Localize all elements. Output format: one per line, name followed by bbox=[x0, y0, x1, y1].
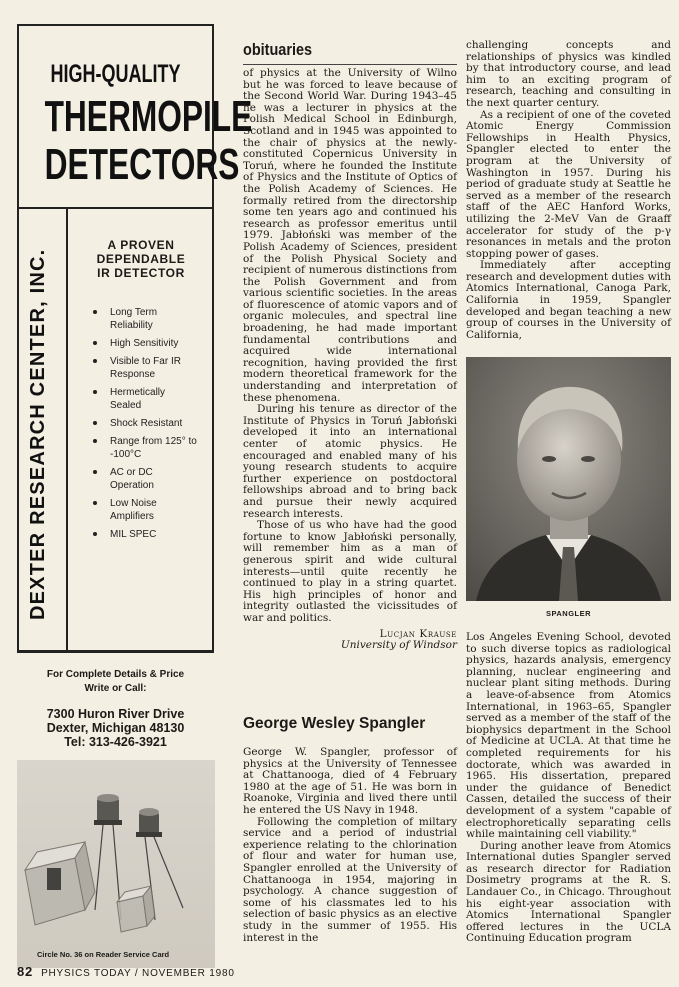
detector-cube-left bbox=[25, 842, 95, 925]
reader-service-note: Circle No. 36 on Reader Service Card bbox=[37, 950, 170, 959]
obituary-paragraph: As a recipient of one of the coveted Atomic Energy Commission Fellowships in Health Physics, Spangler elected to enter the program at the University of Washington in 1957. During his period of graduate study at Seattle he served as a member of the research staff of the AEC Hanford Works, utilizing the 2-MeV Van de Graaff accelerator for study of the p-γ resonances in metals and the proton stopping power of gases. bbox=[466, 108, 671, 260]
journal-issue: PHYSICS TODAY / NOVEMBER 1980 bbox=[41, 968, 235, 979]
detectors-illustration bbox=[17, 760, 215, 950]
author-name: Lucjan Krause bbox=[379, 627, 457, 640]
ad-feature-list bbox=[90, 306, 215, 546]
ad-vertical-brand: DEXTER RESEARCH CENTER, INC. bbox=[27, 248, 49, 620]
ad-address-line-2: Dexter, Michigan 48130 bbox=[46, 721, 185, 735]
spangler-obituary-column-3 bbox=[466, 632, 671, 945]
obituary-paragraph: Those of us who have had the good fortune to know Jabłoński personally, will remember him as a man of generous spirit and wide cultural interests—until quite recently he continued to play in a string quartet. His high principles of honor and integrity outlasted the vicissitudes of war and politics. bbox=[243, 519, 457, 624]
obituary-paragraph: George W. Spangler, professor of physics at the University of Tennessee at Chattanooga, died of 4 February 1980 at the age of 51. He was born in Roanoke, Virginia and lived there until he entered the US Navy in 1948. bbox=[243, 746, 457, 816]
obituary-paragraph: Immediately after accepting research and development duties with Atomics International, Canoga Park, California in 1959, Spangler developed and began teaching a new group of courses in the University of California, bbox=[466, 259, 671, 341]
ad-feature-item: MIL SPEC bbox=[90, 528, 215, 541]
jablonski-obituary-column bbox=[243, 68, 457, 652]
ad-feature-item: Shock Resistant bbox=[90, 417, 215, 430]
ad-feature-item: Visible to Far IR Response bbox=[90, 355, 190, 381]
page-footer bbox=[17, 964, 235, 979]
ad-details-text bbox=[17, 668, 214, 696]
ad-title-line-2: THERMOPILE bbox=[44, 92, 253, 141]
page-number: 82 bbox=[17, 964, 34, 979]
ad-proven-line-1: A PROVEN bbox=[107, 238, 175, 252]
ad-feature-item: Hermetically Sealed bbox=[90, 386, 180, 412]
ad-details-line-2: Write or Call: bbox=[84, 683, 147, 694]
detector-cube-right bbox=[117, 886, 155, 932]
ad-title-line-3: DETECTORS bbox=[44, 140, 240, 189]
obituary-paragraph: Following the completion of miltary service and a period of industrial experience relating to the chlorination of flour and water for human use, Spangler enrolled at the University of Chattanooga in 1954, majoring in psychology. A chance suggestion of some of his classmates led to his selection of basic physics as an elective study in the summer of 1955. His interest in the bbox=[243, 815, 457, 944]
ad-title-line-1: HIGH-QUALITY bbox=[50, 60, 181, 88]
ad-feature-item: Low Noise Amplifiers bbox=[90, 497, 170, 523]
section-label-text: obituaries bbox=[243, 40, 313, 59]
section-label bbox=[243, 40, 457, 65]
ad-feature-item: Range from 125° to -100°C bbox=[90, 435, 200, 461]
portrait-caption: SPANGLER bbox=[545, 609, 592, 618]
spangler-portrait-photo bbox=[466, 357, 671, 601]
obituary-paragraph: During another leave from Atomics International duties Spangler served as research director for Radiation Dosimetry programs at the R. S. Landauer Co., in Chicago. Throughout his eight-year association with Atomics International Spangler offered lectures in the UCLA Continuing Education program bbox=[466, 839, 671, 945]
spangler-obituary-column-1 bbox=[243, 747, 457, 944]
ad-address-line-3: Tel: 313-426-3921 bbox=[64, 735, 167, 749]
spangler-obituary-column-2 bbox=[466, 40, 671, 341]
author-affiliation: University of Windsor bbox=[340, 639, 457, 652]
ad-divider-bottom bbox=[17, 651, 214, 653]
ad-feature-item: AC or DC Operation bbox=[90, 466, 170, 492]
ad-address bbox=[17, 707, 214, 749]
obituary-paragraph: challenging concepts and relationships of physics was kindled by that introductory course, and lead him to an exciting program of research, teaching and consulting in the next quarter century. bbox=[466, 39, 671, 109]
ad-details-line-1: For Complete Details & Price bbox=[46, 669, 185, 680]
spangler-obituary-title: George Wesley Spangler bbox=[243, 715, 426, 732]
ad-feature-item: Long Term Reliability bbox=[90, 306, 172, 332]
obituary-paragraph: During his tenure as director of the Institute of Physics in Toruń Jabłoński developed it into an international center of atomic physics. He encouraged and enabled many of his young research students to acquire further experience on postdoctoral fellowships abroad and to bring back and pursue their newly acquired research interests. bbox=[243, 403, 457, 520]
ad-proven-line-2: DEPENDABLE bbox=[96, 252, 186, 266]
ad-proven-line-3: IR DETECTOR bbox=[97, 266, 185, 280]
obituary-paragraph: of physics at the University of Wilno but he was forced to leave because of the Second World War. During 1943–45 he was a lecturer in physics at the Polish Medical School in Edinburgh, Scotland and in 1945 was appointed to the chair of physics at the newly-constituted Copernicus University in Toruń, where he founded the Institute of Physics and the Institute of Optics of the Polish Academy of Sciences. He formally retired from the directorship some ten years ago and continued his research as professor emeritus until 1979. Jabłoński was member of the Polish Academy of Sciences, president of the Polish Physical Society and recipient of numerous distinctions from the Polish Government and from various scientific societies. In the areas of fluorescence of atomic vapors and of organic molecules, and spectral line broadening, he had made important fundamental contributions and acquired wide international recognition, having provided the first modern theoretical framework for the understanding and interpretation of these phenomena. bbox=[243, 67, 457, 404]
ad-address-line-1: 7300 Huron River Drive bbox=[46, 707, 185, 721]
ad-feature-item: High Sensitivity bbox=[90, 337, 215, 350]
thermopile-detectors-photo bbox=[17, 760, 215, 968]
portrait-illustration bbox=[466, 357, 671, 601]
obituary-paragraph: Los Angeles Evening School, devoted to such diverse topics as radiological physics, hazards analysis, emergency planning, nuclear engineering and nuclear plant siting methods. During a leave-of-absence from Atomics International, in 1963–65, Spangler served as a member of the staff of the biophysics department in the School of Medicine at UCLA. At that time he completed requirements for his doctorate, which was awarded in 1965. His dissertation, prepared under the guidance of Benedict Cassen, detailed the success of their development of a system "capable of electrophoretically separating cells while maintaining cell viability." bbox=[466, 631, 671, 841]
